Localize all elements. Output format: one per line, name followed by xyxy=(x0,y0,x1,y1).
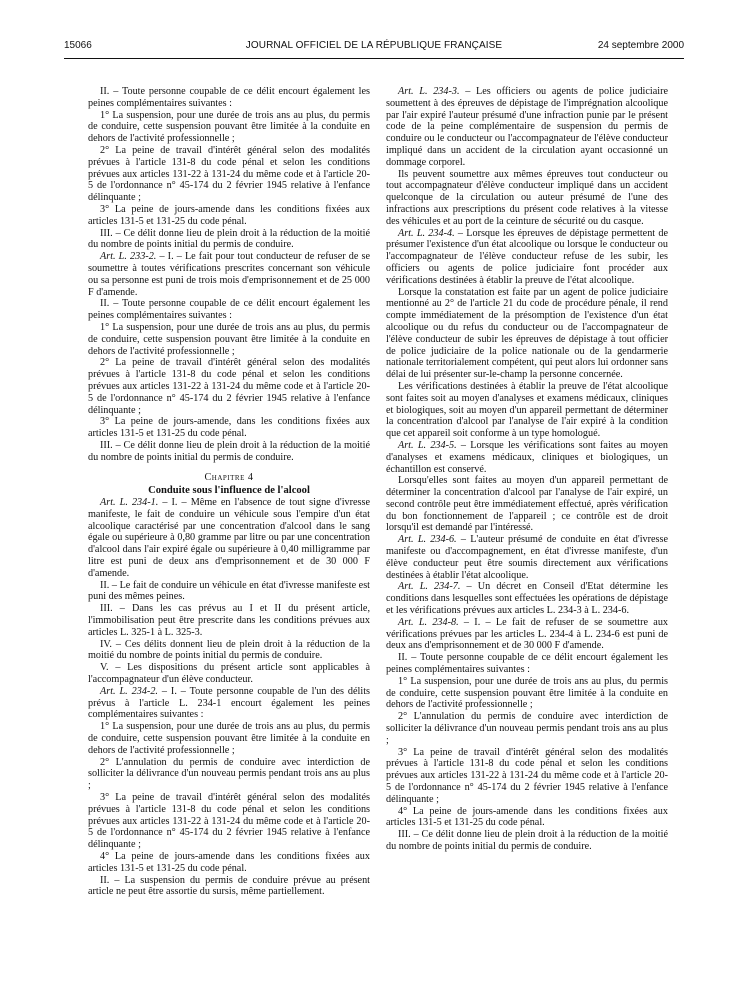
paragraph: III. – Dans les cas prévus au I et II du présent article, l'immobilisation peut être prescrite dans les conditions prévues aux articles L. 325-1 à L. 325-3. xyxy=(88,603,370,638)
paragraph: Lorsque la constatation est faite par un agent de police judiciaire mentionné au 2° de l'article 21 du code de procédure pénale, il rend compte immédiatement de la présomption de l'existence d'un état alcoolique ou du refus du conducteur ou de l'accompagnateur de l'élève conducteur de subir les épreuves de dépistage à tout officier de police judiciaire de la police nationale ou de la gendarmerie nationale territorialement compétent, qui peut alors lui ordonner sans délai de lui présenter sur-le-champ la personne concernée. xyxy=(386,286,668,381)
paragraph: 2° L'annulation du permis de conduire avec interdiction de solliciter la délivrance d'un nouveau permis pendant trois ans au plus ; xyxy=(88,756,370,792)
paragraph: 2° La peine de travail d'intérêt général selon des modalités prévues à l'article 131-8 du code pénal et selon les conditions prévues aux articles 131-22 à 131-24 du même code et à l'article 20-5 de l'ordonnance n° 45-174 du 2 février 1945 relative à l'enfance délinquante ; xyxy=(88,144,370,204)
paragraph: 2° La peine de travail d'intérêt général selon des modalités prévues à l'article 131-8 du code pénal et selon les conditions prévues aux articles 131-22 à 131-24 du même code et à l'article 20-5 de l'ordonnance n° 45-174 du 2 février 1945 relative à l'enfance délinquante ; xyxy=(88,357,370,416)
paragraph: Lorsqu'elles sont faites au moyen d'un appareil permettant de déterminer la concentration d'alcool par l'analyse de l'air expiré, un second contrôle peut être immédiatement effectué, après vérification du bon fonctionnement de l'appareil ; ce contrôle est de droit lorsqu'il est demandé par l'intéressé. xyxy=(386,475,668,534)
paragraph: 3° La peine de jours-amende, dans les conditions fixées aux articles 131-5 et 131-25 du code pénal. xyxy=(88,416,370,440)
paragraph: 2° L'annulation du permis de conduire avec interdiction de solliciter la délivrance d'un nouveau permis pendant trois ans au plus ; xyxy=(386,711,668,746)
paragraph: Les vérifications destinées à établir la preuve de l'état alcoolique sont faites soit au moyen d'analyses et examens médicaux, cliniques et biologiques, soit au moyen d'un appareil permettant de déterminer la concentration d'alcool par l'analyse de l'air expiré à la condition que cet appareil soit conforme à un type homologué. xyxy=(386,380,668,440)
paragraph: Art. L. 234-1. – I. – Même en l'absence de tout signe d'ivresse manifeste, le fait de conduire un véhicule sous l'empire d'un état alcoolique caractérisé par une concentration d'alcool dans le sang égale ou supérieure à 0,80 gramme par litre ou par une concentration d'alcool dans l'air expiré égale ou supérieure à 0,40 milligramme par litre est puni de deux ans d'emprisonnement et de 30 000 F d'amende. xyxy=(88,497,370,579)
paragraph: II. – Toute personne coupable de ce délit encourt également les peines complémentaires suivantes : xyxy=(386,652,668,676)
paragraph: 1° La suspension, pour une durée de trois ans au plus, du permis de conduire, cette suspension pouvant être limitée à la conduite en dehors de l'activité professionnelle ; xyxy=(386,675,668,711)
paragraph: Art. L. 234-8. – I. – Le fait de refuser de se soumettre aux vérifications prévues par les articles L. 234-4 à L. 234-6 est puni de deux ans d'emprisonnement et de 30 000 F d'amende. xyxy=(386,616,669,652)
paragraph: 3° La peine de travail d'intérêt général selon des modalités prévues à l'article 131-8 du code pénal et selon les conditions prévues aux articles 131-22 à 131-24 du même code et à l'article 20-5 de l'ordonnance n° 45-174 du 2 février 1945 relative à l'enfance délinquante ; xyxy=(88,792,370,851)
paragraph: 3° La peine de jours-amende dans les conditions fixées aux articles 131-5 et 131-25 du code pénal. xyxy=(88,203,370,227)
page-header xyxy=(64,40,684,59)
paragraph: Art. L. 233-2. – I. – Le fait pour tout conducteur de refuser de se soumettre à toutes vérifications prescrites concernant son véhicule ou sa personne est puni de trois mois d'emprisonnement et de 25 000 F d'amende. xyxy=(88,251,370,298)
paragraph: Art. L. 234-6. – L'auteur présumé de conduite en état d'ivresse manifeste ou d'accompagnement, en état d'ivresse manifeste, d'un élève conducteur peut être soumis directement aux vérifications destinées à établir l'état alcoolique. xyxy=(386,534,668,581)
paragraph: II. – La suspension du permis de conduire prévue au présent article ne peut être assortie du sursis, même partiellement. xyxy=(88,874,370,898)
chapter-label: Chapitre 4 xyxy=(204,471,254,483)
paragraph: III. – Ce délit donne lieu de plein droit à la réduction de la moitié du nombre de points initial du permis de conduire. xyxy=(88,227,370,251)
paragraph: Art. L. 234-2. – I. – Toute personne coupable de l'un des délits prévus à l'article L. 234-1 encourt également les peines complémentaires suivantes : xyxy=(88,685,370,721)
paragraph: Art. L. 234-5. – Lorsque les vérifications sont faites au moyen d'analyses et examens médicaux, cliniques et biologiques, un échantillon est conservé. xyxy=(386,439,668,475)
paragraph: 1° La suspension, pour une durée de trois ans au plus, du permis de conduire, cette suspension pouvant être limitée à la conduite en dehors de l'activité professionnelle ; xyxy=(88,109,370,145)
paragraph: Ils peuvent soumettre aux mêmes épreuves tout conducteur ou tout accompagnateur d'élève conducteur impliqué dans un accident quelconque de la circulation ou auteur présumé de l'une des infractions aux prescriptions du présent code relatives à la vitesse des véhicules et au port de la ceinture de sécurité ou du casque. xyxy=(386,168,668,227)
paragraph: IV. – Ces délits donnent lieu de plein droit à la réduction de la moitié du nombre de points initial du permis de conduire. xyxy=(88,638,370,662)
journal-title: JOURNAL OFFICIEL DE LA RÉPUBLIQUE FRANÇAISE xyxy=(245,40,503,51)
paragraph: II. – Toute personne coupable de ce délit encourt également les peines complémentaires suivantes : xyxy=(88,86,370,109)
paragraph: II. – Toute personne coupable de ce délit encourt également les peines complémentaires suivantes : xyxy=(88,298,370,322)
paragraph: Art. L. 234-7. – Un décret en Conseil d'Etat détermine les conditions dans lesquelles sont effectuées les opérations de dépistage et les vérifications prévues aux articles L. 234-3 à L. 234-6. xyxy=(386,581,669,617)
paragraph: 4° La peine de jours-amende dans les conditions fixées aux articles 131-5 et 131-25 du code pénal. xyxy=(386,805,668,829)
paragraph: 3° La peine de travail d'intérêt général selon des modalités prévues à l'article 131-8 du code pénal et selon les conditions prévues aux articles 131-22 à 131-24 du même code et à l'article 20-5 de l'ordonnance n° 45-174 du 2 février 1945 relative à l'enfance délinquante ; xyxy=(386,746,668,805)
paragraph: III. – Ce délit donne lieu de plein droit à la réduction de la moitié du nombre de points initial du permis de conduire. xyxy=(386,829,668,852)
issue-date: 24 septembre 2000 xyxy=(597,40,684,51)
paragraph: Art. L. 234-3. – Les officiers ou agents de police judiciaire soumettent à des épreuves de dépistage de l'imprégnation alcoolique par l'air expiré l'auteur présumé d'une infraction punie par le présent code de la peine complémentaire de suspension du permis de conduire ou le conducteur ou l'accompagnateur de l'élève conducteur impliqué dans un accident de la circulation ayant occasionné un dommage corporel. xyxy=(386,86,669,168)
paragraph: V. – Les dispositions du présent article sont applicables à l'accompagnateur d'un élève conducteur. xyxy=(88,662,370,686)
page-number: 15066 xyxy=(64,40,92,51)
paragraph: 4° La peine de jours-amende dans les conditions fixées aux articles 131-5 et 131-25 du code pénal. xyxy=(88,851,370,874)
right-column xyxy=(386,86,668,853)
paragraph: Art. L. 234-4. – Lorsque les épreuves de dépistage permettent de présumer l'existence d'un état alcoolique ou lorsque le conducteur ou l'accompagnateur de l'élève conducteur refuse de les subir, les officiers ou agents de police judiciaire font procéder aux vérifications destinées à établir la preuve de l'état alcoolique. xyxy=(386,227,668,286)
paragraph: II. – Le fait de conduire un véhicule en état d'ivresse manifeste est puni des mêmes peines. xyxy=(88,579,370,603)
paragraph: 1° La suspension, pour une durée de trois ans au plus, du permis de conduire, cette suspension pouvant être limitée à la conduite en dehors de l'activité professionnelle ; xyxy=(88,721,370,756)
paragraph: III. – Ce délit donne lieu de plein droit à la réduction de la moitié du nombre de points initial du permis de conduire. xyxy=(88,439,370,463)
chapter-title: Conduite sous l'influence de l'alcool xyxy=(148,485,310,497)
left-column xyxy=(88,86,370,898)
paragraph: 1° La suspension, pour une durée de trois ans au plus, du permis de conduire, cette suspension pouvant être limitée à la conduite en dehors de l'activité professionnelle ; xyxy=(88,321,370,357)
